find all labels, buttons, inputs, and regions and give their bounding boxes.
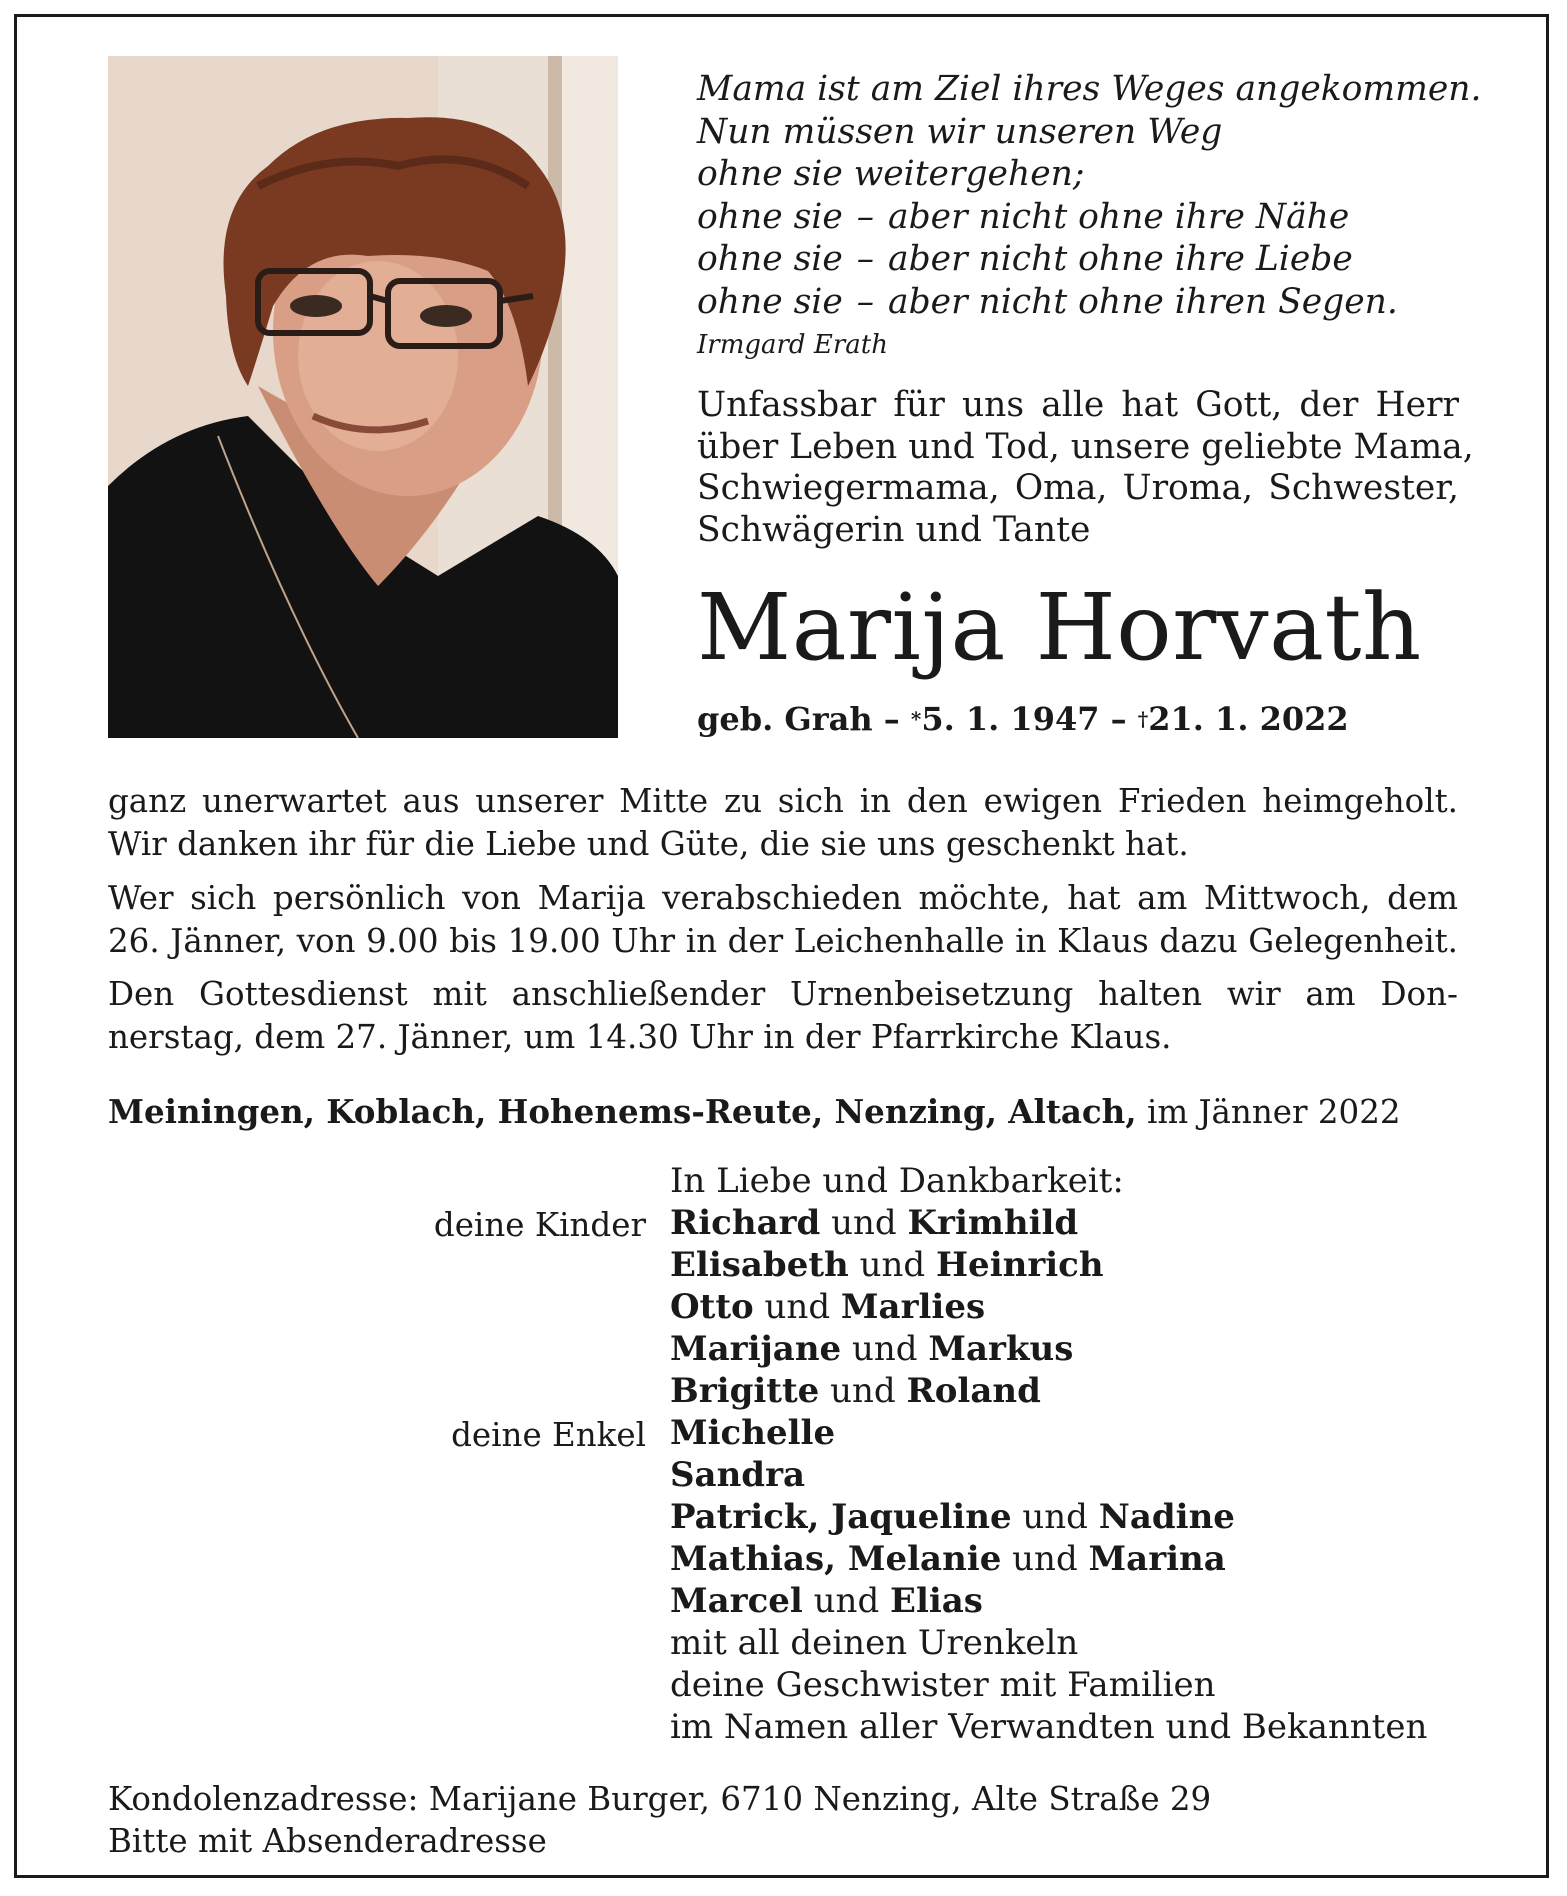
intro-line: Schwägerin und Tante — [697, 509, 1091, 550]
body-line: Den Gottesdienst mit anschließender Urnenbeisetzung halten wir am Don- — [108, 975, 1458, 1013]
intro-line: Schwiegermama, Oma, Uroma, Schwester, — [697, 468, 1459, 508]
signers-list — [670, 1160, 1427, 1748]
child-row: Otto und Marlies — [670, 1287, 986, 1327]
child-row: Marijane und Markus — [670, 1329, 1074, 1369]
child-row: Brigitte und Roland — [670, 1371, 1041, 1411]
body-line: Wer sich persönlich von Marija verabschieden möchte, hat am Mittwoch, dem — [108, 879, 1458, 917]
poem-line: ohne sie – aber nicht ohne ihren Segen. — [697, 281, 1398, 322]
child-row: Elisabeth und Heinrich — [670, 1245, 1104, 1285]
poem — [697, 68, 1482, 324]
grandchild-row: Patrick, Jaqueline und Nadine — [670, 1497, 1235, 1537]
body-line: nerstag, dem 27. Jänner, um 14.30 Uhr in der Pfarrkirche Klaus. — [108, 1017, 1172, 1056]
grandchildren-label: deine Enkel — [451, 1416, 646, 1454]
poem-author: Irmgard Erath — [697, 330, 888, 360]
poem-line: Nun müssen wir unseren Weg — [697, 111, 1223, 152]
grandchild-row: Marcel und Elias — [670, 1581, 983, 1621]
body-line: 26. Jänner, von 9.00 bis 19.00 Uhr in der Leichenhalle in Klaus dazu Gelegenheit. — [108, 921, 1458, 960]
other-signer: im Namen aller Verwandten und Bekannten — [670, 1707, 1428, 1747]
children-label: deine Kinder — [433, 1206, 646, 1244]
other-signer: deine Geschwister mit Familien — [670, 1665, 1216, 1705]
child-row: Richard und Krimhild — [670, 1203, 1079, 1243]
poem-line: ohne sie – aber nicht ohne ihre Liebe — [697, 239, 1353, 280]
places-towns: Meiningen, Koblach, Hohenems-Reute, Nenzing, Altach, — [108, 1092, 1137, 1131]
greeting: In Liebe und Dankbarkeit: — [670, 1161, 1124, 1201]
condolence-note: Bitte mit Absenderadresse — [108, 1822, 547, 1860]
intro-line: Unfassbar für uns alle hat Gott, der Herr — [697, 385, 1459, 425]
intro-line: über Leben und Tod, unsere geliebte Mama, — [697, 426, 1474, 467]
grandchild-row: Michelle — [670, 1413, 836, 1453]
places-line — [108, 1092, 1458, 1131]
other-signer: mit all deinen Urenkeln — [670, 1623, 1079, 1663]
poem-line: ohne sie – aber nicht ohne ihre Nähe — [697, 196, 1350, 237]
deceased-name: Marija Horvath — [697, 574, 1422, 681]
condolence-address: Kondolenzadresse: Marijane Burger, 6710 Nenzing, Alte Straße 29 — [108, 1780, 1212, 1818]
poem-line: Mama ist am Ziel ihres Weges angekommen. — [697, 69, 1482, 109]
deceased-dates: geb. Grah – *5. 1. 1947 – †21. 1. 2022 — [697, 700, 1349, 738]
body-line: Wir danken ihr für die Liebe und Güte, die sie uns geschenkt hat. — [108, 824, 1189, 863]
intro-text — [697, 385, 1474, 551]
body-paragraph-3 — [108, 973, 1458, 1058]
body-paragraph-1 — [108, 780, 1458, 865]
places-date: im Jänner 2022 — [1146, 1093, 1401, 1131]
portrait-photo — [108, 56, 618, 738]
body-line: ganz unerwartet aus unserer Mitte zu sich in den ewigen Frieden heimgeholt. — [108, 782, 1458, 820]
footer — [108, 1778, 1211, 1862]
body-paragraph-2 — [108, 877, 1458, 962]
poem-line: ohne sie weitergehen; — [697, 154, 1085, 195]
grandchild-row: Mathias, Melanie und Marina — [670, 1539, 1226, 1579]
grandchild-row: Sandra — [670, 1455, 806, 1495]
